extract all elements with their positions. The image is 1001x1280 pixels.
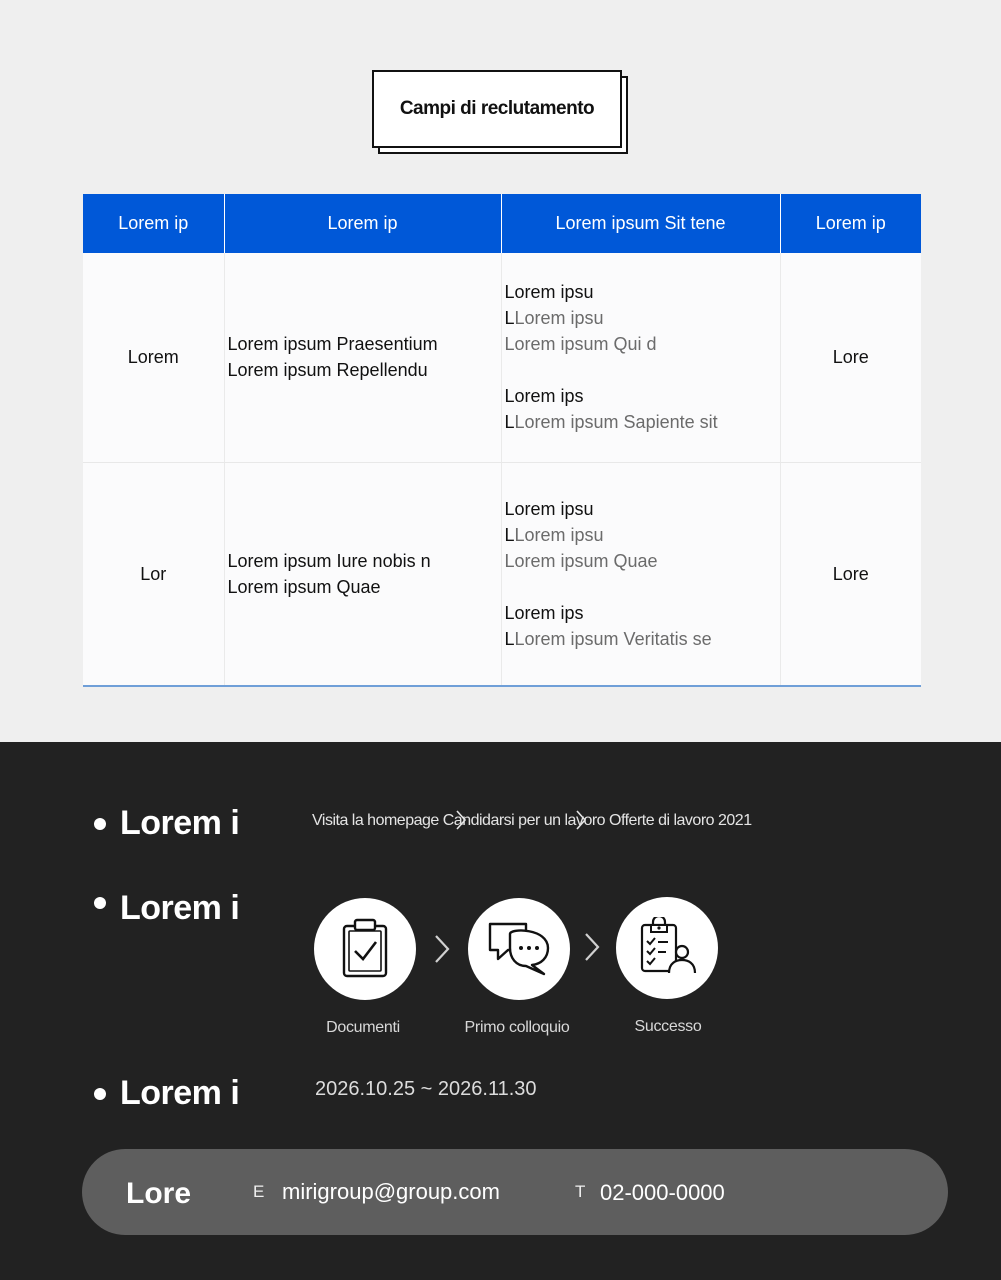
cell-line: Lorem ipsum Iure nobis n — [227, 550, 431, 571]
detail-line — [505, 305, 780, 331]
contact-name: Lore — [126, 1177, 192, 1210]
info-bullet — [94, 889, 239, 928]
table-cell-details — [501, 462, 780, 686]
cell-line: Lorem ipsum Quae — [227, 576, 381, 597]
bullet-label: Lorem i — [120, 804, 240, 842]
spacer — [505, 574, 780, 600]
table-row — [83, 253, 921, 462]
contact-bar — [82, 1149, 948, 1235]
table-cell: Lore — [780, 462, 921, 686]
info-section — [0, 742, 1001, 1280]
breadcrumb: Visita la homepage Candidarsi per un lavoro Offerte di lavoro 2021 — [312, 812, 752, 829]
table-cell — [224, 462, 501, 686]
info-bullet — [94, 804, 239, 843]
bullet-dot — [94, 818, 106, 830]
table-cell: Lore — [780, 253, 921, 462]
cell-line: Lorem ipsum Repellendu — [227, 360, 428, 381]
detail-line: Lorem ipsum Qui d — [504, 334, 657, 355]
bullet-label: Lorem i — [120, 889, 240, 927]
detail-prefix: L — [504, 524, 515, 545]
chat-bubbles-icon — [468, 898, 570, 1000]
bullet-dot — [94, 1088, 106, 1100]
detail-text: Lorem ipsu — [514, 308, 604, 329]
detail-text: Lorem ipsum Veritatis se — [514, 628, 712, 649]
phone-key: T — [575, 1182, 586, 1201]
detail-head: Lorem ipsu — [504, 282, 594, 303]
section-title-card — [372, 70, 622, 148]
cell-line: Lorem ipsum Praesentium — [227, 334, 438, 355]
bullet-dot — [94, 897, 106, 909]
detail-head: Lorem ips — [504, 602, 584, 623]
chevron-right-icon — [575, 809, 587, 831]
table-cell: Lor — [83, 462, 224, 686]
info-bullet — [94, 1074, 239, 1113]
detail-text: Lorem ipsu — [514, 524, 604, 545]
section-title: Campi di reclutamento — [372, 70, 622, 148]
table-cell: Lorem — [83, 253, 224, 462]
chevron-right-icon — [584, 932, 600, 962]
chevron-right-icon — [434, 934, 450, 964]
detail-line — [505, 626, 780, 652]
step-label: Successo — [634, 1018, 702, 1035]
clipboard-check-icon — [314, 898, 416, 1000]
table-header-cell: Lorem ip — [224, 194, 501, 253]
chevron-right-icon — [455, 809, 467, 831]
table-header-cell: Lorem ip — [83, 194, 224, 253]
bullet-label: Lorem i — [120, 1074, 240, 1112]
email-key: E — [253, 1182, 265, 1201]
spacer — [505, 357, 780, 383]
detail-line — [505, 409, 780, 435]
detail-line — [505, 522, 780, 548]
contact-phone[interactable]: 02-000-0000 — [600, 1180, 725, 1205]
recruitment-period: 2026.10.25 ~ 2026.11.30 — [315, 1078, 537, 1100]
detail-line: Lorem ipsum Quae — [504, 550, 658, 571]
detail-prefix: L — [504, 308, 515, 329]
detail-text: Lorem ipsum Sapiente sit — [514, 412, 718, 433]
detail-prefix: L — [504, 628, 515, 649]
step-label: Primo colloquio — [464, 1019, 570, 1036]
table-header-cell: Lorem ip — [780, 194, 921, 253]
step-label: Documenti — [326, 1019, 400, 1036]
table-cell-details — [501, 253, 780, 462]
detail-head: Lorem ips — [504, 386, 584, 407]
checklist-person-icon — [616, 897, 718, 999]
table-row — [83, 462, 921, 686]
recruitment-table — [83, 194, 921, 687]
detail-prefix: L — [504, 412, 515, 433]
detail-head: Lorem ipsu — [504, 498, 594, 519]
table-header-cell: Lorem ipsum Sit tene — [501, 194, 780, 253]
table-header-row — [83, 194, 921, 253]
table-cell — [224, 253, 501, 462]
contact-email[interactable]: mirigroup@group.com — [282, 1179, 500, 1204]
